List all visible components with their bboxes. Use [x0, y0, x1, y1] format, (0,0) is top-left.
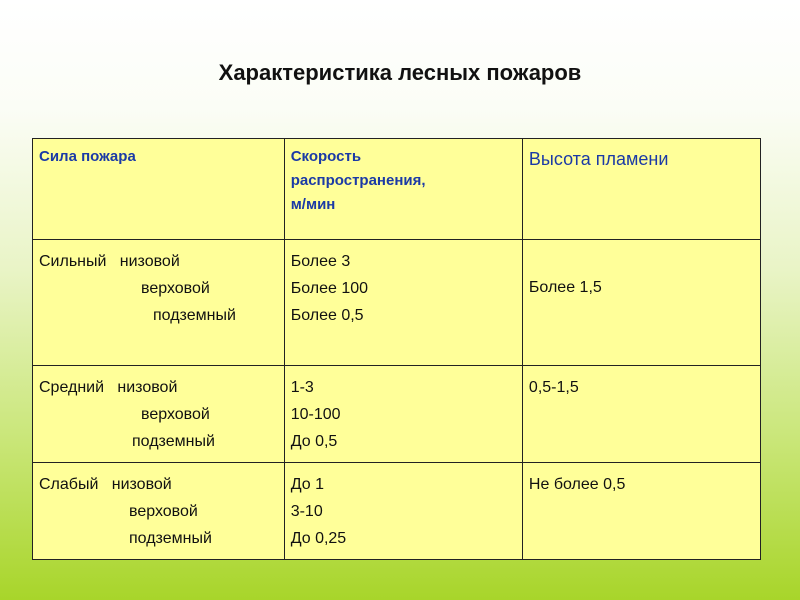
- speed-value: 3-10: [290, 503, 323, 520]
- header-spread-speed-line-2: распространения,: [290, 172, 426, 189]
- speed-value: Более 0,5: [290, 307, 364, 324]
- header-fire-strength: Сила пожара: [33, 139, 285, 240]
- flame-value: 0,5-1,5: [528, 379, 579, 396]
- flame-cell: [522, 240, 760, 366]
- speed-value: 10-100: [290, 406, 341, 423]
- speed-cell: [284, 463, 522, 560]
- speed-cell: [284, 366, 522, 463]
- fire-type: низовой: [117, 379, 178, 396]
- slide-title: Характеристика лесных пожаров: [218, 60, 582, 85]
- fire-type: низовой: [111, 476, 172, 493]
- header-spread-speed: [284, 139, 522, 240]
- table-header-row: [33, 139, 761, 240]
- speed-cell: [284, 240, 522, 366]
- strength-cell: [33, 463, 285, 560]
- speed-value: 1-3: [290, 379, 314, 396]
- fire-type: верховой: [129, 503, 198, 520]
- flame-cell: [522, 463, 760, 560]
- fire-characteristics-table: [32, 138, 761, 560]
- header-spread-speed-line-3: м/мин: [290, 196, 336, 213]
- speed-value: До 0,25: [290, 530, 347, 547]
- table-row: [33, 463, 761, 560]
- speed-value: Более 100: [290, 280, 369, 297]
- fire-type: подземный: [132, 433, 215, 450]
- fire-type: подземный: [153, 307, 236, 324]
- strength-label: Слабый: [39, 476, 99, 493]
- header-flame-height: Высота пламени: [522, 139, 760, 240]
- fire-type: низовой: [119, 253, 180, 270]
- table-row: [33, 366, 761, 463]
- fire-type: верховой: [141, 406, 210, 423]
- table-row: [33, 240, 761, 366]
- flame-value: Более 1,5: [528, 279, 602, 296]
- speed-value: До 1: [290, 476, 324, 493]
- flame-cell: [522, 366, 760, 463]
- speed-value: До 0,5: [290, 433, 338, 450]
- speed-value: Более 3: [290, 253, 351, 270]
- flame-value: Не более 0,5: [528, 476, 626, 493]
- fire-type: подземный: [129, 530, 212, 547]
- header-spread-speed-line-1: Скорость: [290, 148, 362, 165]
- strength-label: Сильный: [39, 253, 107, 270]
- strength-cell: [33, 366, 285, 463]
- fire-type: верховой: [141, 280, 210, 297]
- strength-cell: [33, 240, 285, 366]
- strength-label: Средний: [39, 379, 105, 396]
